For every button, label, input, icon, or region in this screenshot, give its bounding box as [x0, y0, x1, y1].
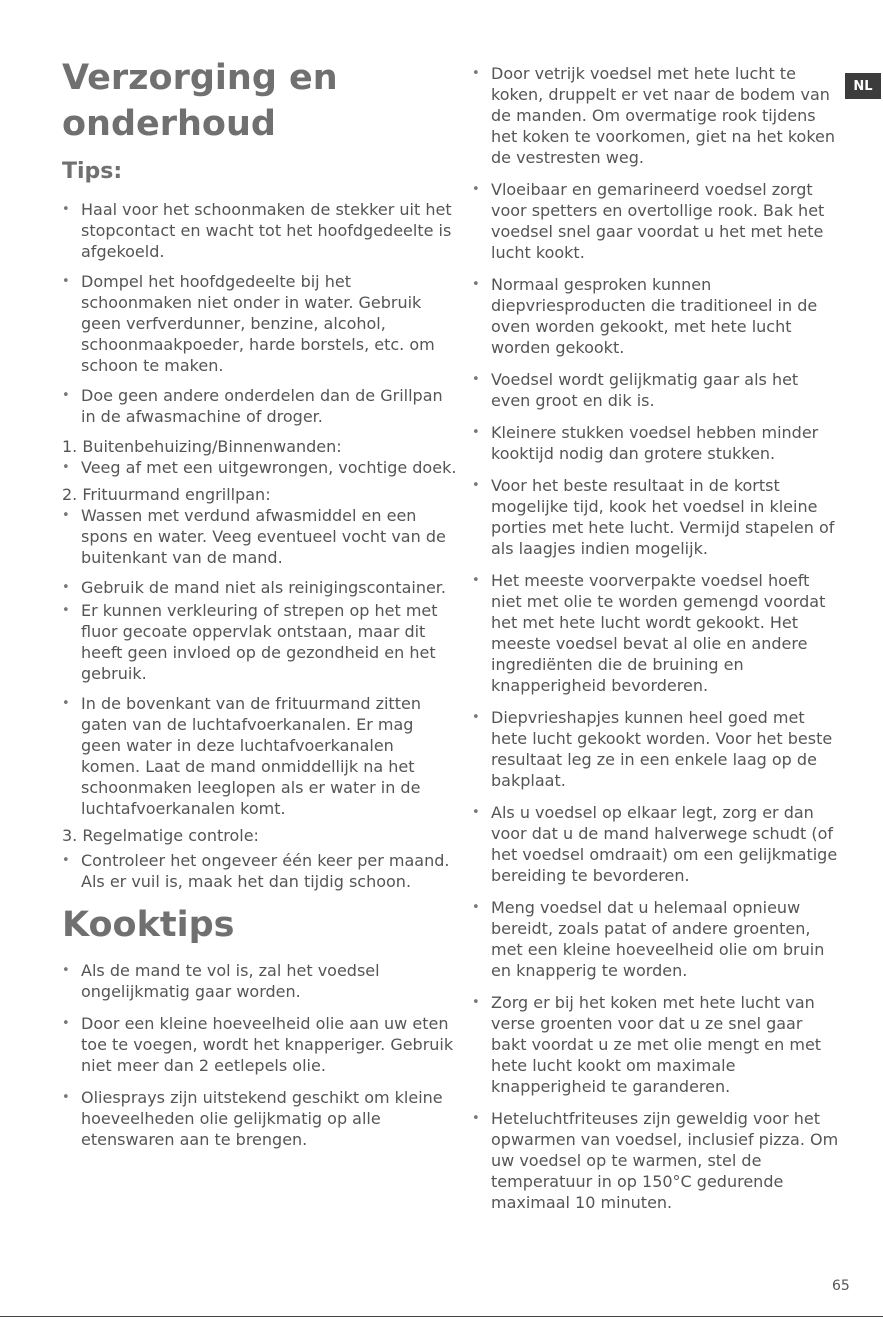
cooking-tip-item: • Als u voedsel op elkaar legt, zorg er dan voor dat u de mand halverwege schudt (of het voedsel omdraait) om een gelijkmatige bereiding te bevorderen.: [472, 802, 842, 886]
cooking-tip-item: • Door vetrijk voedsel met hete lucht te koken, druppelt er vet naar de bodem van de manden. Om overmatige rook tijdens het koken te voorkomen, giet na het koken de vestresten weg.: [472, 63, 842, 168]
step2-list: [62, 505, 457, 819]
cooking-tip-item: • Meng voedsel dat u helemaal opnieuw bereidt, zoals patat of andere groenten, met een kleine hoeveelheid olie om bruin en knapperig te worden.: [472, 897, 842, 981]
left-column: [62, 0, 457, 1150]
cooking-tip-item: • Voor het beste resultaat in de kortst mogelijke tijd, kook het voedsel in kleine porties met hete lucht. Vermijd stapelen of als laagjes indien mogelijk.: [472, 475, 842, 559]
step3-item: • Controleer het ongeveer één keer per maand. Als er vuil is, maak het dan tijdig schoon.: [62, 850, 457, 892]
step2-title: 2. Frituurmand engrillpan:: [62, 485, 271, 504]
care-title-line1: Verzorging en: [62, 58, 338, 98]
step1-list: [62, 457, 457, 478]
cooking-tip-item: • Als de mand te vol is, zal het voedsel ongelijkmatig gaar worden.: [62, 960, 457, 1002]
tip-item: • Dompel het hoofdgedeelte bij het schoonmaken niet onder in water. Gebruik geen verfverdunner, benzine, alcohol, schoonmaakpoeder, harde borstels, etc. om schoon te maken.: [62, 271, 457, 376]
bottom-rule: [0, 1316, 883, 1317]
right-column: [472, 0, 842, 1213]
cooking-tip-item: • Voedsel wordt gelijkmatig gaar als het even groot en dik is.: [472, 369, 842, 411]
tips-heading: Tips:: [62, 159, 123, 184]
tip-item: • Doe geen andere onderdelen dan de Grillpan in de afwasmachine of droger.: [62, 385, 457, 427]
step2-item: • Wassen met verdund afwasmiddel en een spons en water. Veeg eventueel vocht van de buitenkant van de mand.: [62, 505, 457, 568]
cooking-tip-item: • Kleinere stukken voedsel hebben minder kooktijd nodig dan grotere stukken.: [472, 422, 842, 464]
care-title-line2: onderhoud: [62, 104, 276, 144]
cooking-tip-item: • Normaal gesproken kunnen diepvriesproducten die traditioneel in de oven worden gekookt, met hete lucht worden gekookt.: [472, 274, 842, 358]
language-badge: NL: [845, 73, 881, 99]
cooking-tips-right-list: [472, 63, 842, 1213]
cooking-tip-item: • Het meeste voorverpakte voedsel hoeft niet met olie te worden gemengd voordat het met hete lucht wordt gekookt. Het meeste voedsel bevat al olie en andere ingrediënten die de bruining en knapperigheid bevorderen.: [472, 570, 842, 696]
page-number: 65: [832, 1278, 850, 1294]
care-title: [62, 55, 457, 147]
cooking-tip-item: • Vloeibaar en gemarineerd voedsel zorgt voor spetters en overtollige rook. Bak het voedsel snel gaar voordat u het met hete lucht kookt.: [472, 179, 842, 263]
tip-item: • Haal voor het schoonmaken de stekker uit het stopcontact en wacht tot het hoofdgedeelte is afgekoeld.: [62, 199, 457, 262]
step3-list: [62, 850, 457, 892]
cooking-tips-title: Kooktips: [62, 905, 235, 945]
cooking-tip-item: • Zorg er bij het koken met hete lucht van verse groenten voor dat u ze snel gaar bakt voordat u ze met olie mengt en met hete lucht kookt om maximale knapperigheid te garanderen.: [472, 992, 842, 1097]
step2-item: • In de bovenkant van de frituurmand zitten gaten van de luchtafvoerkanalen. Er mag geen water in deze luchtafvoerkanalen komen. Laat de mand onmiddellijk na het schoonmaken leeglopen als er water in de luchtafvoerkanalen komt.: [62, 693, 457, 819]
step3-title: 3. Regelmatige controle:: [62, 826, 259, 845]
cooking-tips-left-list: [62, 960, 457, 1150]
step1-item: • Veeg af met een uitgewrongen, vochtige doek.: [62, 457, 457, 478]
cooking-tip-item: • Oliesprays zijn uitstekend geschikt om kleine hoeveelheden olie gelijkmatig op alle etenswaren aan te brengen.: [62, 1087, 457, 1150]
cooking-tip-item: • Door een kleine hoeveelheid olie aan uw eten toe te voegen, wordt het knapperiger. Gebruik niet meer dan 2 eetlepels olie.: [62, 1013, 457, 1076]
step2-item: • Gebruik de mand niet als reinigingscontainer.: [62, 577, 457, 598]
step2-item: • Er kunnen verkleuring of strepen op het met fluor gecoate oppervlak ontstaan, maar dit heeft geen invloed op de gezondheid en het gebruik.: [62, 600, 457, 684]
cooking-tip-item: • Diepvrieshapjes kunnen heel goed met hete lucht gekookt worden. Voor het beste resultaat leg ze in een enkele laag op de bakplaat.: [472, 707, 842, 791]
step1-title: 1. Buitenbehuizing/Binnenwanden:: [62, 437, 342, 456]
tips-list: [62, 199, 457, 427]
cooking-tip-item: • Heteluchtfriteuses zijn geweldig voor het opwarmen van voedsel, inclusief pizza. Om uw voedsel op te warmen, stel de temperatuur in op 150°C gedurende maximaal 10 minuten.: [472, 1108, 842, 1213]
